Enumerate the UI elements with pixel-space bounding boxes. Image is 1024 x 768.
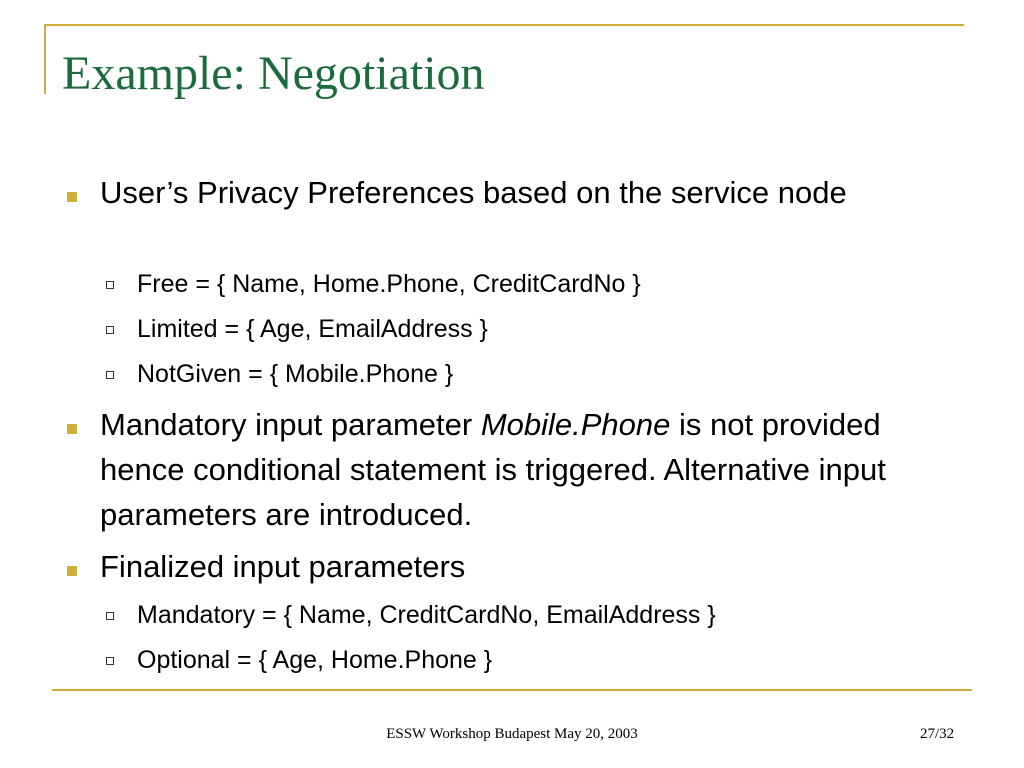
bullet-item-mandatory-parameter bbox=[100, 402, 960, 537]
sub-item-limited: Limited = { Age, EmailAddress } bbox=[137, 315, 488, 343]
footer-text: ESSW Workshop Budapest May 20, 2003 bbox=[386, 726, 638, 742]
sub-item-notgiven: NotGiven = { Mobile.Phone } bbox=[137, 360, 454, 388]
hollow-square-bullet-icon bbox=[106, 657, 114, 665]
bullet-text-part: Mandatory input parameter bbox=[100, 407, 481, 442]
emphasized-parameter: Mobile.Phone bbox=[480, 407, 671, 442]
hollow-square-bullet-icon bbox=[106, 371, 114, 379]
sub-item-mandatory: Mandatory = { Name, CreditCardNo, EmailAddress } bbox=[137, 601, 716, 629]
page-number: 27/32 bbox=[920, 726, 955, 742]
sub-item-optional: Optional = { Age, Home.Phone } bbox=[137, 646, 493, 674]
hollow-square-bullet-icon bbox=[106, 281, 114, 289]
hollow-square-bullet-icon bbox=[106, 612, 114, 620]
bullet-text-part: is not provided hence conditional statement is triggered. Alternative input parameters are introduced. bbox=[100, 407, 886, 532]
bullet-item-privacy-preferences: User’s Privacy Preferences based on the service node bbox=[100, 175, 847, 210]
square-bullet-icon bbox=[67, 424, 77, 434]
square-bullet-icon bbox=[67, 192, 77, 202]
bullet-item-finalized: Finalized input parameters bbox=[100, 549, 466, 584]
square-bullet-icon bbox=[67, 566, 77, 576]
sub-item-free: Free = { Name, Home.Phone, CreditCardNo } bbox=[137, 270, 641, 298]
hollow-square-bullet-icon bbox=[106, 326, 114, 334]
footer-divider bbox=[52, 689, 972, 691]
slide-title: Example: Negotiation bbox=[62, 47, 485, 100]
